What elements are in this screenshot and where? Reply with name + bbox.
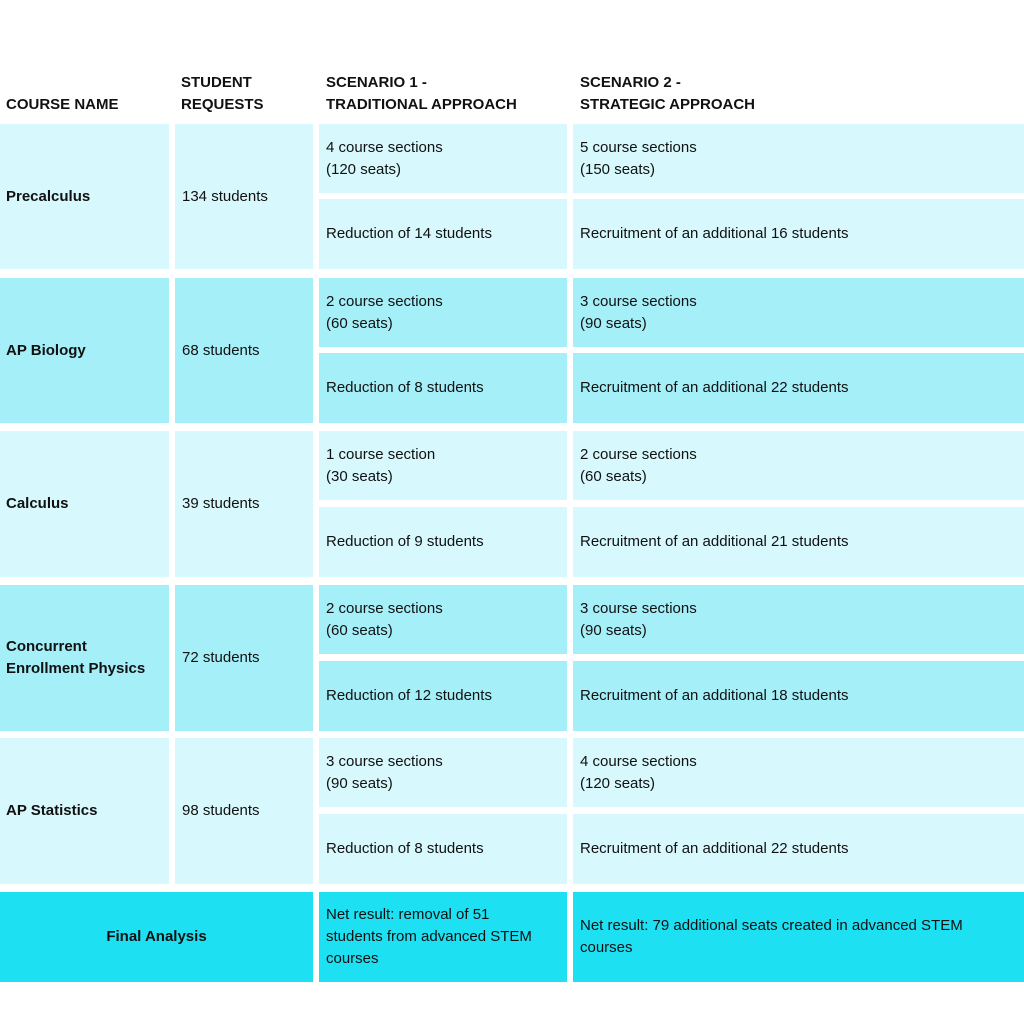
header-student-requests-line-1: STUDENT [181,74,252,91]
s2-sections-ap-biology [573,278,1024,347]
course-name-line: Precalculus [6,187,91,205]
s1-sections-calculus [319,431,567,500]
s1-result-concurrent-enrollment-physics [319,661,567,731]
course-name-ap-statistics [0,738,169,884]
s2-result-text: Recruitment of an additional 16 students [580,225,849,242]
s2-result-text: Recruitment of an additional 21 students [580,533,849,550]
s1-result-ap-statistics [319,814,567,884]
course-name-concurrent-enrollment-physics [0,585,169,731]
s1-sections-line-1: 4 course sections [326,138,443,156]
course-name-line: Calculus [6,495,69,512]
s2-sections-ap-statistics [573,738,1024,807]
s1-sections-line-1: 1 course section [326,445,436,463]
header-scenario-1-line-2: TRADITIONAL APPROACH [326,96,517,113]
student-requests-value: 134 students [182,187,268,205]
s1-sections-line-1: 3 course sections [326,752,443,770]
s1-result-text: Reduction of 8 students [326,379,484,396]
course-name-line-1: Concurrent [6,638,87,655]
final-s2-line-2: courses [580,939,633,956]
s2-sections-precalculus [573,124,1024,193]
s2-sections-line-1: 3 course sections [580,292,697,310]
s2-sections-line-2: (90 seats) [580,314,647,332]
final-s1-line-2: students from advanced STEM [326,928,532,945]
s2-sections-concurrent-enrollment-physics [573,585,1024,654]
s2-result-text: Recruitment of an additional 22 students [580,840,849,857]
student-requests-value: 39 students [182,495,260,512]
s1-result-ap-biology [319,353,567,423]
s2-sections-line-2: (90 seats) [580,621,647,639]
student-requests-ap-biology [175,278,313,423]
s1-result-calculus [319,507,567,577]
final-analysis-scenario-1 [319,892,567,982]
s1-result-text: Reduction of 14 students [326,225,492,242]
student-requests-precalculus [175,124,313,269]
course-name-precalculus [0,124,169,269]
course-name-line: AP Biology [6,341,86,359]
s1-sections-ap-biology [319,278,567,347]
header-course-name [6,66,166,116]
s1-sections-precalculus [319,124,567,193]
s2-result-text: Recruitment of an additional 22 students [580,379,849,396]
s1-sections-line-2: (120 seats) [326,160,402,178]
s1-sections-concurrent-enrollment-physics [319,585,567,654]
header-scenario-2-line-2: STRATEGIC APPROACH [580,96,756,113]
final-analysis-scenario-2 [573,892,1024,982]
course-name-line-2: Enrollment Physics [6,660,146,677]
s2-sections-line-2: (120 seats) [580,774,656,792]
s2-result-ap-biology [573,353,1024,423]
s1-sections-line-1: 2 course sections [326,292,443,310]
header-course-name-label: COURSE NAME [6,96,119,113]
student-requests-ap-statistics [175,738,313,884]
student-requests-value: 72 students [182,649,260,666]
final-s1-line-3: courses [326,950,379,967]
course-name-ap-biology [0,278,169,423]
s2-result-calculus [573,507,1024,577]
s1-sections-ap-statistics [319,738,567,807]
student-requests-value: 68 students [182,341,260,359]
s2-result-ap-statistics [573,814,1024,884]
student-requests-concurrent-enrollment-physics [175,585,313,731]
final-s1-line-1: Net result: removal of 51 [326,906,490,923]
s2-sections-line-1: 3 course sections [580,599,697,617]
s2-sections-calculus [573,431,1024,500]
s2-result-concurrent-enrollment-physics [573,661,1024,731]
header-scenario-2-line-1: SCENARIO 2 - [580,74,681,91]
course-name-calculus [0,431,169,577]
final-s2-line-1: Net result: 79 additional seats created in advanced STEM [580,917,963,934]
student-requests-calculus [175,431,313,577]
s2-result-precalculus [573,199,1024,269]
s1-result-text: Reduction of 8 students [326,840,484,857]
s1-sections-line-2: (30 seats) [326,467,393,485]
course-name-line: AP Statistics [6,802,98,819]
s2-sections-line-1: 2 course sections [580,445,697,463]
s2-sections-line-2: (60 seats) [580,467,647,485]
header-scenario-2 [580,66,880,116]
s1-result-precalculus [319,199,567,269]
final-analysis-label-text: Final Analysis [106,928,207,945]
s1-sections-line-2: (60 seats) [326,621,393,639]
header-scenario-1-line-1: SCENARIO 1 - [326,74,427,91]
s2-sections-line-1: 4 course sections [580,752,697,770]
header-student-requests-line-2: REQUESTS [181,96,264,113]
final-analysis-label [0,892,313,982]
s2-result-text: Recruitment of an additional 18 students [580,687,849,704]
s1-sections-line-2: (90 seats) [326,774,393,792]
student-requests-value: 98 students [182,802,260,819]
s1-result-text: Reduction of 12 students [326,687,492,704]
header-scenario-1 [326,66,566,116]
s1-sections-line-1: 2 course sections [326,599,443,617]
s2-sections-line-2: (150 seats) [580,160,656,178]
s1-result-text: Reduction of 9 students [326,533,484,550]
s2-sections-line-1: 5 course sections [580,138,697,156]
header-student-requests [181,66,311,116]
s1-sections-line-2: (60 seats) [326,314,393,332]
